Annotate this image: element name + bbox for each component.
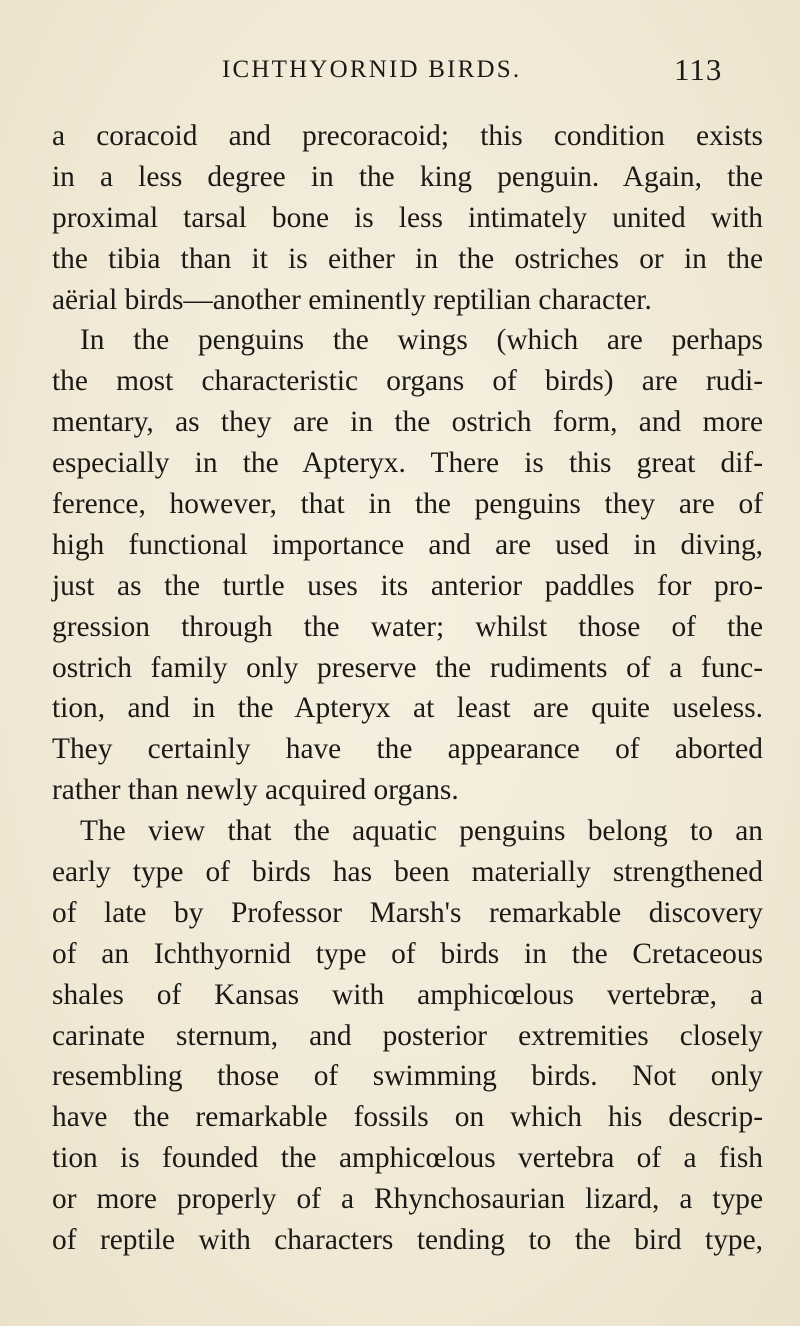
text-line: the most characteristic organs of birds) are rudi- <box>52 365 763 398</box>
text-line: a coracoid and precoracoid; this condition exists <box>52 120 763 152</box>
running-head <box>0 52 800 92</box>
text-line: They certainly have the appearance of aborted <box>52 733 763 766</box>
text-line: tion, and in the Apteryx at least are quite useless. <box>52 692 763 725</box>
text-line: tion is founded the amphicœlous vertebra of a fish <box>52 1142 763 1175</box>
text-line: the tibia than it is either in the ostriches or in the <box>52 242 763 275</box>
text-line: of an Ichthyornid type of birds in the Cretaceous <box>52 937 763 970</box>
text-line: shales of Kansas with amphicœlous vertebræ, a <box>52 978 763 1011</box>
text-line: proximal tarsal bone is less intimately united with <box>52 201 763 234</box>
text-line: ostrich family only preserve the rudiments of a func- <box>52 651 763 684</box>
text-line: of reptile with characters tending to the bird type, <box>52 1224 763 1257</box>
text-line: in a less degree in the king penguin. Again, the <box>52 160 763 193</box>
text-line: just as the turtle uses its anterior paddles for pro- <box>52 569 763 602</box>
text-line: resembling those of swimming birds. Not only <box>52 1060 763 1093</box>
page-number: 113 <box>674 52 723 87</box>
text-line: early type of birds has been materially strengthened <box>52 856 763 889</box>
text-line: carinate sternum, and posterior extremities closely <box>52 1019 763 1052</box>
text-line: rather than newly acquired organs. <box>52 774 459 807</box>
text-line: high functional importance and are used in diving, <box>52 528 763 561</box>
text-line: In the penguins the wings (which are perhaps <box>80 324 763 357</box>
running-title: ICHTHYORNID BIRDS. <box>222 56 522 83</box>
text-line: The view that the aquatic penguins belong to an <box>80 815 763 848</box>
text-line: or more properly of a Rhynchosaurian lizard, a type <box>52 1183 763 1216</box>
body-text <box>52 116 763 1261</box>
text-line: aërial birds—another eminently reptilian character. <box>52 283 652 316</box>
text-line: gression through the water; whilst those of the <box>52 610 763 643</box>
text-line: of late by Professor Marsh's remarkable discovery <box>52 896 763 929</box>
text-line: have the remarkable fossils on which his descrip- <box>52 1101 763 1134</box>
text-line: ference, however, that in the penguins they are of <box>52 488 763 521</box>
text-line: mentary, as they are in the ostrich form, and more <box>52 406 763 439</box>
text-line: especially in the Apteryx. There is this great dif- <box>52 447 763 480</box>
